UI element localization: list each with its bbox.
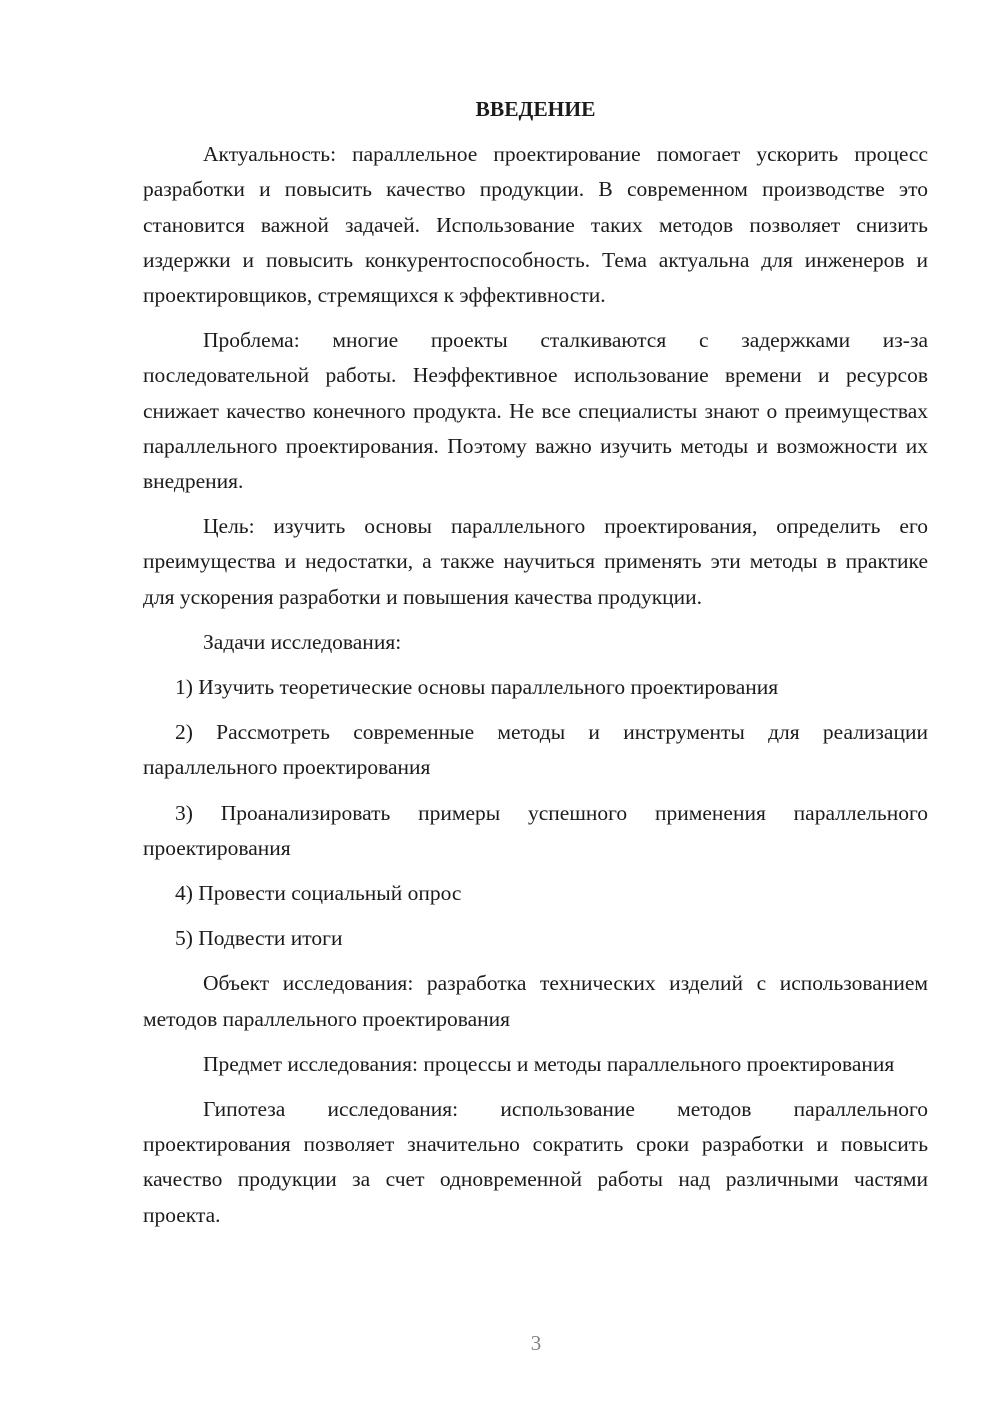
page-content (143, 92, 928, 1243)
list-item: 3) Проанализировать примеры успешного применения параллельного проектирования (143, 800, 928, 860)
paragraph-object: Объект исследования: разработка технических изделий с использованием методов параллельного проектирования (143, 971, 928, 1031)
paragraph-relevance: Актуальность: параллельное проектирование помогает ускорить процесс разработки и повысить качество продукции. В современном производстве это становится важной задачей. Использование таких методов позволяет снизить издержки и повысить конкурентоспособность. Тема актуальна для инженеров и проектировщиков, стремящихся к эффективности. (143, 142, 928, 308)
list-item: 4) Провести социальный опрос (175, 881, 462, 906)
paragraph-subject: Предмет исследования: процессы и методы параллельного проектирования (203, 1051, 895, 1076)
page-title: ВВЕДЕНИЕ (475, 97, 596, 121)
tasks-label: Задачи исследования: (203, 629, 402, 654)
paragraph-goal: Цель: изучить основы параллельного проектирования, определить его преимущества и недостатки, а также научиться применять эти методы в практике для ускорения разработки и повышения качества продукции. (143, 514, 928, 609)
list-item: 5) Подвести итоги (175, 926, 343, 951)
list-item: 2) Рассмотреть современные методы и инструменты для реализации параллельного проектирования (143, 720, 928, 780)
paragraph-hypothesis: Гипотеза исследования: использование методов параллельного проектирования позволяет значительно сократить сроки разработки и повысить качество продукции за счет одновременной работы над различными частями проекта. (143, 1097, 928, 1227)
paragraph-problem: Проблема: многие проекты сталкиваются с задержками из-за последовательной работы. Неэффективное использование времени и ресурсов снижает качество конечного продукта. Не все специалисты знают о преимуществах параллельного проектирования. Поэтому важно изучить методы и возможности их внедрения. (143, 328, 928, 494)
tasks-list (143, 670, 928, 956)
page-number: 3 (530, 1331, 542, 1355)
list-item: 1) Изучить теоретические основы параллельного проектирования (175, 675, 779, 700)
